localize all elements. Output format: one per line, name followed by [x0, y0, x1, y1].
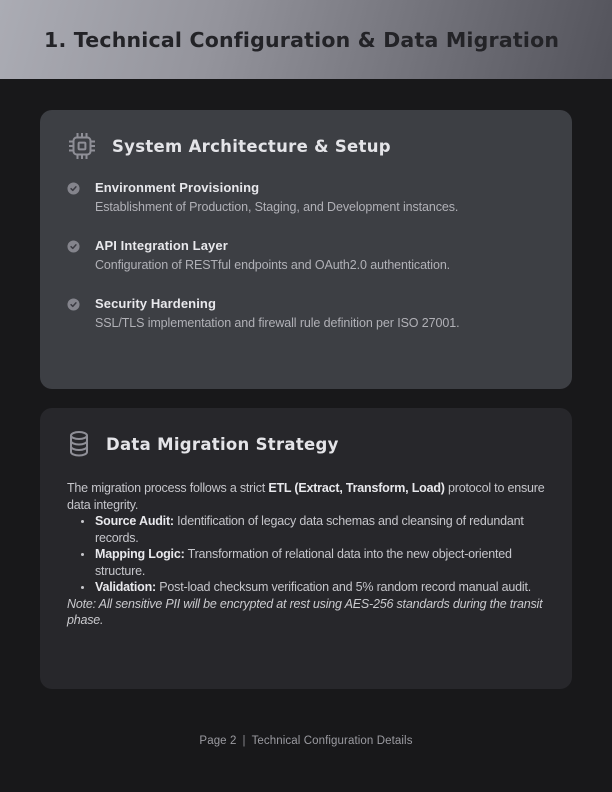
card-header: [67, 131, 545, 161]
item-description: SSL/TLS implementation and firewall rule definition per ISO 27001.: [95, 316, 460, 330]
card-data-migration: [40, 408, 572, 689]
card-system-architecture: [40, 110, 572, 389]
card-title: Data Migration Strategy: [106, 435, 339, 454]
checklist-item: [67, 238, 545, 273]
item-title: API Integration Layer: [95, 238, 228, 253]
database-icon: [67, 430, 91, 459]
bullet-text: Post-load checksum verification and 5% random record manual audit.: [156, 580, 532, 594]
intro-text: The migration process follows a strict: [67, 481, 269, 495]
page-title: 1. Technical Configuration & Data Migration: [44, 27, 560, 52]
check-circle-icon: [67, 298, 80, 331]
bullet-list: [67, 513, 545, 596]
item-description: Configuration of RESTful endpoints and OAuth2.0 authentication.: [95, 258, 451, 272]
bullet-item: [94, 513, 545, 546]
note-text: Note: All sensitive PII will be encrypted at rest using AES-256 standards during the transit phase.: [67, 596, 543, 627]
card-header: [67, 430, 545, 459]
chip-icon: [67, 131, 97, 161]
checklist-item: [67, 296, 545, 331]
check-circle-icon: [67, 240, 80, 273]
intro-paragraph: [67, 480, 545, 513]
migration-body: [67, 480, 545, 629]
page-footer: [0, 735, 612, 747]
intro-text: protocol to ensure data integrity.: [67, 481, 545, 512]
card-title: System Architecture & Setup: [112, 136, 391, 156]
intro-bold-text: ETL (Extract, Transform, Load): [268, 481, 445, 495]
item-title: Security Hardening: [95, 296, 216, 311]
bullet-label: Validation:: [95, 580, 157, 594]
checklist-item-text: [95, 238, 450, 273]
page-header: [0, 0, 612, 79]
bullet-label: Mapping Logic:: [95, 547, 185, 561]
footer-page-number: Page 2: [199, 735, 237, 747]
bullet-text: Transformation of relational data into the new object-oriented structure.: [95, 547, 512, 578]
checklist: [67, 180, 545, 331]
checklist-item-text: [95, 296, 459, 331]
bullet-text: Identification of legacy data schemas and cleansing of redundant records.: [95, 514, 524, 545]
check-circle-icon: [67, 182, 80, 215]
item-description: Establishment of Production, Staging, and Development instances.: [95, 200, 459, 214]
checklist-item: [67, 180, 545, 215]
bullet-item: [94, 579, 545, 596]
footer-section-title: Technical Configuration Details: [251, 735, 413, 747]
footer-separator: |: [242, 735, 246, 747]
bullet-label: Source Audit:: [95, 514, 174, 528]
checklist-item-text: [95, 180, 458, 215]
item-title: Environment Provisioning: [95, 180, 260, 195]
bullet-item: [94, 546, 545, 579]
